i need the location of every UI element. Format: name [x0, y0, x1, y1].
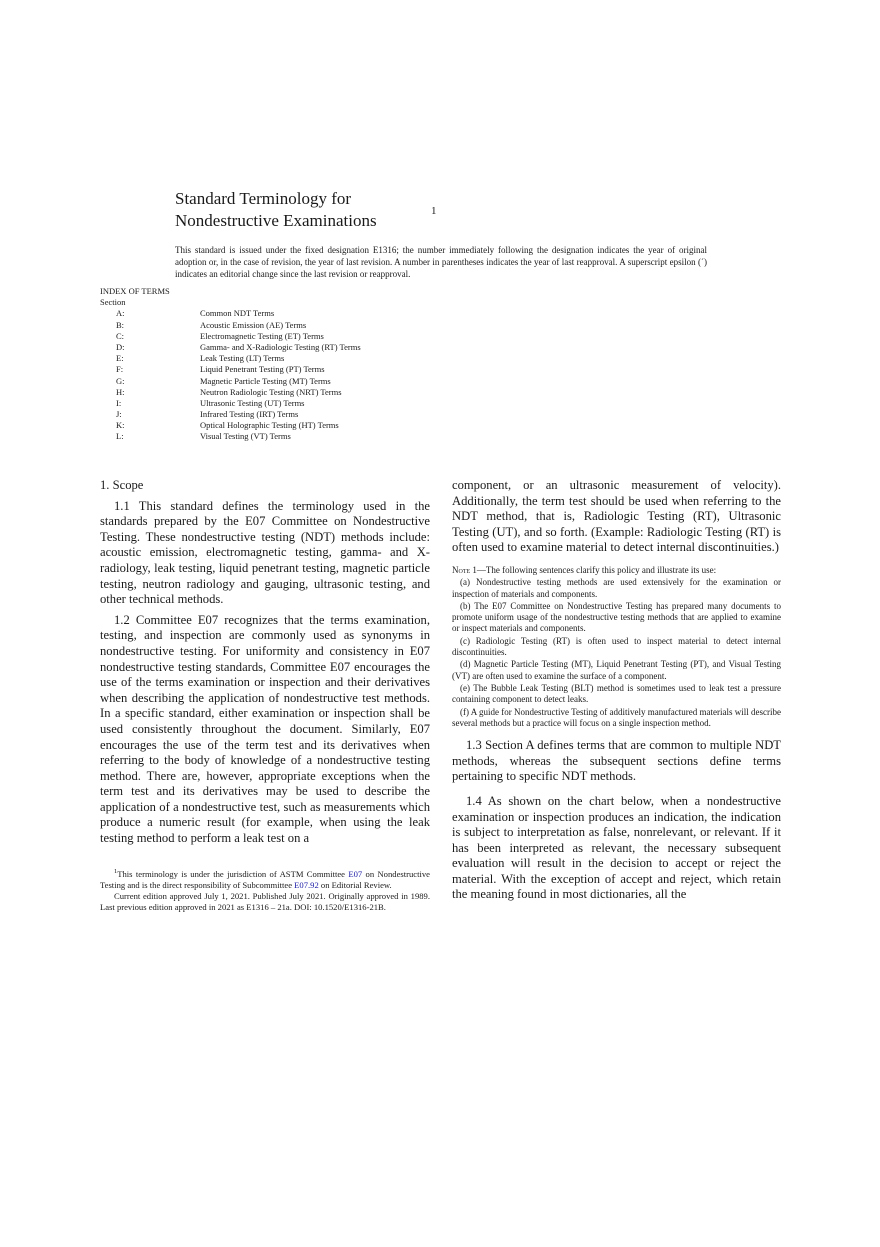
- index-entry-name: Magnetic Particle Testing (MT) Terms: [200, 375, 331, 386]
- index-entry: [100, 420, 339, 431]
- footnotes: [100, 866, 430, 914]
- note-1: [452, 565, 781, 729]
- edition-note: Current edition approved July 1, 2021. Published July 2021. Originally approved in 1989. Last previous edition approved in 2021 as E1316 – 21a. DOI: 10.1520/E1316-21B.: [100, 891, 430, 913]
- page-title: [175, 188, 377, 232]
- footnote-1-text-c: on Editorial Review.: [318, 880, 392, 891]
- index-title: INDEX OF TERMS: [100, 286, 170, 296]
- paragraph-1-1: 1.1 This standard defines the terminology used in the standards prepared by the E07 Committee on Nondestructive Testing. These nondestructive testing (NDT) methods include: acoustic emission, electromagnetic testing, gamma- and X-radiology, leak testing, liquid penetrant testing, magnetic particle testing, neutron radiology and gauging, ultrasonic testing, and other technical methods.: [100, 498, 430, 607]
- issuance-note: This standard is issued under the fixed designation E1316; the number immediately following the designation indicates the year of original adoption or, in the case of revision, the year of last revision. A number in parentheses indicates the year of last reapproval. A superscript epsilon (´) indicates an editorial change since the last revision or reapproval.: [175, 245, 707, 279]
- index-subtitle: Section: [100, 297, 126, 308]
- left-column: [100, 478, 430, 847]
- paragraph-1-2-continued: component, or an ultrasonic measurement of velocity). Additionally, the term test should be used when referring to the NDT method, that is, Radiologic Testing (RT), Ultrasonic Testing (UT), and so forth. (Example: Radiologic Testing (RT) is often used to examine material to detect internal discontinuities.): [452, 478, 781, 555]
- note-item: (e) The Bubble Leak Testing (BLT) method is sometimes used to leak test a pressure containing component to detect leaks.: [452, 682, 781, 705]
- index-entry-name: Common NDT Terms: [200, 308, 275, 319]
- note-1-items: [452, 577, 781, 729]
- index-entry-name: Neutron Radiologic Testing (NRT) Terms: [200, 386, 342, 397]
- note-item: (c) Radiologic Testing (RT) is often used to inspect material to detect internal discontinuities.: [452, 635, 781, 658]
- paragraph-1-4: 1.4 As shown on the chart below, when a nondestructive examination or inspection produces an indication, the indication is subject to interpretation as false, nonrelevant, or relevant. If it has been interpreted as relevant, the necessary subsequent evaluation will result in the decision to accept or reject the material. With the exception of accept and reject, which retain the meaning found in most dictionaries, all the: [452, 793, 781, 902]
- note-item: (f) A guide for Nondestructive Testing of additively manufactured materials will describe several methods but a practice will focus on a single inspection method.: [452, 706, 781, 728]
- index-entry-name: Leak Testing (LT) Terms: [200, 353, 285, 364]
- paragraph-1-3: 1.3 Section A defines terms that are common to multiple NDT methods, whereas the subsequent sections define terms pertaining to specific NDT methods.: [452, 738, 781, 784]
- note-1-intro-text: —The following sentences clarify this policy and illustrate its use:: [476, 564, 717, 575]
- index-entry-letter: E:: [116, 353, 124, 364]
- index-entry-letter: L:: [116, 431, 124, 442]
- index-of-terms: [100, 286, 361, 443]
- title-line-1: Standard Terminology for: [175, 189, 352, 208]
- footnote-1-text-a: This terminology is under the jurisdiction of ASTM Committee: [117, 868, 349, 879]
- right-column: [452, 478, 781, 903]
- index-entry-name: Liquid Penetrant Testing (PT) Terms: [200, 364, 325, 375]
- footnote-1-text-b: on Nondestructive Testing and is the direct responsibility of Subcommittee: [100, 868, 430, 891]
- note-1-intro: [452, 565, 781, 576]
- index-entry-letter: G:: [116, 375, 125, 386]
- index-entry-name: Acoustic Emission (AE) Terms: [200, 319, 307, 330]
- subcommittee-e07-92-link[interactable]: E07.92: [294, 880, 319, 891]
- index-entry-name: Visual Testing (VT) Terms: [200, 431, 291, 442]
- index-entry-name: Electromagnetic Testing (ET) Terms: [200, 330, 324, 341]
- title-line-2: Nondestructive Examinations: [175, 211, 377, 230]
- index-entry: [100, 397, 305, 409]
- index-list: [100, 308, 361, 442]
- note-1-label: Note 1: [452, 564, 477, 575]
- note-item: (d) Magnetic Particle Testing (MT), Liquid Penetrant Testing (PT), and Visual Testing (VT) are often used to examine the surface of a component.: [452, 659, 781, 681]
- index-entry: [100, 375, 331, 387]
- committee-e07-link[interactable]: E07: [348, 868, 363, 879]
- index-entry-letter: A:: [116, 308, 125, 319]
- index-entry: [100, 431, 291, 442]
- index-entry: [100, 409, 299, 420]
- index-entry-letter: F:: [116, 364, 124, 375]
- footnote-1: [100, 866, 430, 891]
- scope-heading: 1. Scope: [100, 478, 144, 492]
- index-entry: [100, 364, 325, 375]
- index-entry: [100, 319, 307, 331]
- index-entry-letter: H:: [116, 386, 125, 397]
- index-entry-name: Ultrasonic Testing (UT) Terms: [200, 397, 305, 408]
- index-entry-letter: B:: [116, 319, 125, 330]
- index-entry-letter: I:: [116, 397, 122, 408]
- note-item: (a) Nondestructive testing methods are used extensively for the examination or inspection of materials and components.: [452, 577, 781, 599]
- index-entry: [100, 308, 275, 319]
- index-entry-letter: C:: [116, 330, 125, 341]
- index-entry-name: Optical Holographic Testing (HT) Terms: [200, 420, 339, 431]
- paragraph-1-2: 1.2 Committee E07 recognizes that the terms examination, testing, and inspection are commonly used as synonyms in nondestructive testing. For uniformity and consistency in E07 nondestructive testing standards, Committee E07 encourages the use of the terms examination or inspection and their derivatives when describing the application of nondestructive test methods. In a specific standard, either examination or inspection shall be used consistently throughout the document. Similarly, E07 encourages the use of the term test and its derivatives when referring to the body of knowledge of a nondestructive testing method. There are, however, appropriate exceptions when the term test and its derivatives may be used to describe the application of a nondestructive test, such as measurements which produce a numeric result (for example, when using the leak testing method to perform a leak test on a: [100, 612, 430, 846]
- index-entry: [100, 353, 285, 364]
- note-item: (b) The E07 Committee on Nondestructive Testing has prepared many documents to promote uniform usage of the nondestructive testing methods that are applied to examine or inspect materials and components.: [452, 600, 781, 634]
- index-entry-name: Infrared Testing (IRT) Terms: [200, 409, 299, 420]
- index-entry-letter: K:: [116, 420, 125, 431]
- index-entry-letter: D:: [116, 341, 125, 352]
- index-entry-letter: J:: [116, 409, 122, 420]
- index-entry: [100, 386, 342, 398]
- title-footnote-marker: 1: [431, 205, 437, 217]
- index-entry-name: Gamma- and X-Radiologic Testing (RT) Terms: [200, 341, 361, 352]
- index-entry: [100, 341, 361, 353]
- index-entry: [100, 330, 324, 342]
- footnote-1-marker: 1: [114, 868, 118, 875]
